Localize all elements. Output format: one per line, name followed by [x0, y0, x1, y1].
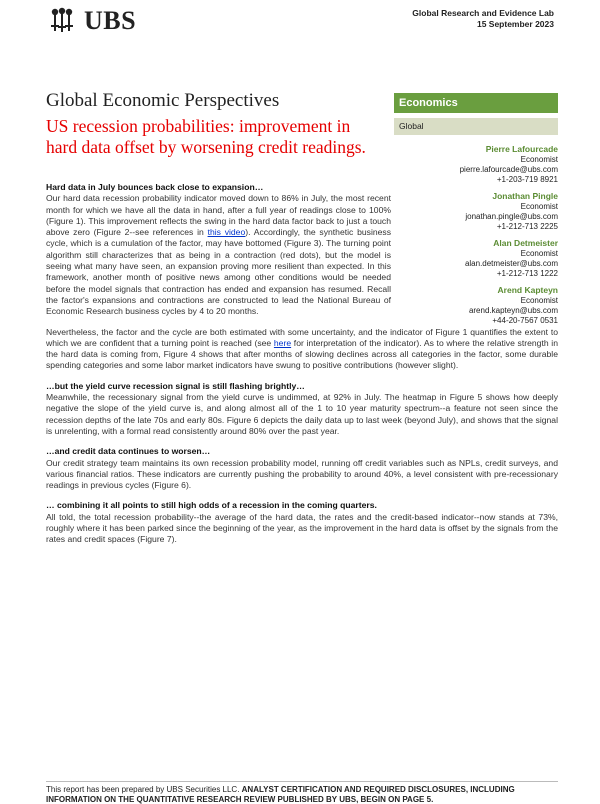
author-phone: +1-212-713 1222 — [496, 269, 558, 278]
body-paragraph: Our credit strategy team maintains its own recession probability model, running off credit variables such as NPLs, credit surveys, and various financial ratios. These indicators are currently pushing the probability to around 40%, a level consistent with pre-recessionary readings in previous cycles (Figure 6). — [46, 457, 558, 491]
report-header — [412, 8, 554, 30]
author-name: Jonathan Pingle — [492, 191, 558, 201]
report-body — [46, 182, 558, 546]
author-email[interactable]: pierre.lafourcade@ubs.com — [459, 165, 558, 174]
author-email[interactable]: arend.kapteyn@ubs.com — [468, 306, 558, 315]
region-label: Global — [394, 118, 558, 135]
paragraph-text: Our hard data recession probability indicator moved down to 86% in July, the most recent month for which we have all the data in hand, after a full year of readings close to 100% (Figure 1). This improvement reflects the swing in the hard data factor back to just a touch above zero (Figure 2--see references in — [46, 193, 391, 238]
body-paragraph: Meanwhile, the recessionary signal from the yield curve is undimmed, at 92% in July. The heatmap in Figure 5 shows how deeply negative the slope of the yield curve is, and along almost all of the 1 to 10 year maturity spectrum--a feature not seen since the recession depths of the late 70s and early 80s. Figure 6 depicts the daily data up to last week (beyond July), and shows that the signal is unrelenting, with a formal read consistently around 80% over the past year. — [46, 392, 558, 436]
author-phone: +1-203-719 8921 — [496, 175, 558, 184]
author-name: Arend Kapteyn — [497, 285, 558, 295]
logo-text: UBS — [84, 6, 137, 35]
here-link[interactable]: here — [273, 337, 292, 348]
author-role: Economist — [520, 296, 558, 305]
author-name: Alan Detmeister — [493, 238, 558, 248]
author-email[interactable]: alan.detmeister@ubs.com — [464, 259, 558, 268]
page-title: Global Economic Perspectives — [46, 90, 280, 111]
footer-text: This report has been prepared by UBS Securities LLC. — [46, 785, 242, 794]
header-date: 15 September 2023 — [476, 19, 554, 29]
keys-icon — [46, 7, 78, 35]
body-paragraph: All told, the total recession probability--the average of the hard data, the rates and the credit-based indicator--now stands at 73%, roughly where it has been parked since the beginning of the year, as the improvement in the hard data is offset by the signals from the rates and credit spaces (Figure 7). — [46, 511, 558, 545]
author-phone: +44-20-7567 0531 — [492, 316, 558, 325]
paragraph-text: ). Accordingly, the synthetic business cycle, which is a cumulation of the factor, may have bottomed (Figure 3). The turning point algorithm still characterizes that as being in a contraction (red dots), but the model is seeing what many have seen, an expansion proving more resilient than expected. In this framework, another month of positive news among other conditions would be needed before the model signals that contraction has ended and expansion has resumed. Recall the factor's expansions and contractions are constructed to lead the National Bureau of Economic Research business cycles by 4 to 20 months. — [46, 227, 392, 317]
author-role: Economist — [520, 249, 558, 258]
section-heading: …but the yield curve recession signal is still flashing brightly… — [46, 380, 305, 391]
section-label: Economics — [394, 93, 558, 113]
header-org: Global Research and Evidence Lab — [412, 8, 554, 18]
page-subtitle: US recession probabilities: improvement in hard data offset by worsening credit readings. — [46, 116, 366, 157]
author-role: Economist — [520, 202, 558, 211]
author-role: Economist — [520, 155, 558, 164]
ubs-logo — [46, 6, 136, 36]
footer-bold-text: ANALYST CERTIFICATION AND REQUIRED DISCLOSURES, INCLUDING INFORMATION ON THE QUANTITATIVE RESEARCH REVIEW PUBLISHED BY UBS, BEGIN ON PAGE 5. — [46, 785, 515, 804]
body-paragraph — [46, 327, 558, 372]
body-paragraph — [46, 193, 391, 317]
author-email[interactable]: jonathan.pingle@ubs.com — [465, 212, 558, 221]
video-link[interactable]: this video — [207, 227, 246, 238]
author-phone: +1-212-713 2225 — [496, 222, 558, 231]
author-name: Pierre Lafourcade — [485, 144, 558, 154]
disclosure-footer — [46, 781, 558, 804]
author-card — [394, 144, 558, 185]
paragraph-text: Nevertheless, the factor and the cycle are both estimated with some uncertainty, and the indicator of Figure 1 quantifies the extent to which we are confident that a turning point is reached (see — [46, 326, 558, 348]
section-heading: Hard data in July bounces back close to expansion… — [46, 182, 264, 192]
section-heading: …and credit data continues to worsen… — [46, 446, 211, 457]
section-heading: … combining it all points to still high odds of a recession in the coming quarters. — [46, 500, 377, 511]
paragraph-text: for interpretation of the indicator). As to where the relative strength in the hard data is coming from, Figure 4 shows that after months of slowing declines across all categories in the factor, some durable spending categories and some labor market indicators have swung to positive contributions (however slight). — [46, 337, 558, 371]
